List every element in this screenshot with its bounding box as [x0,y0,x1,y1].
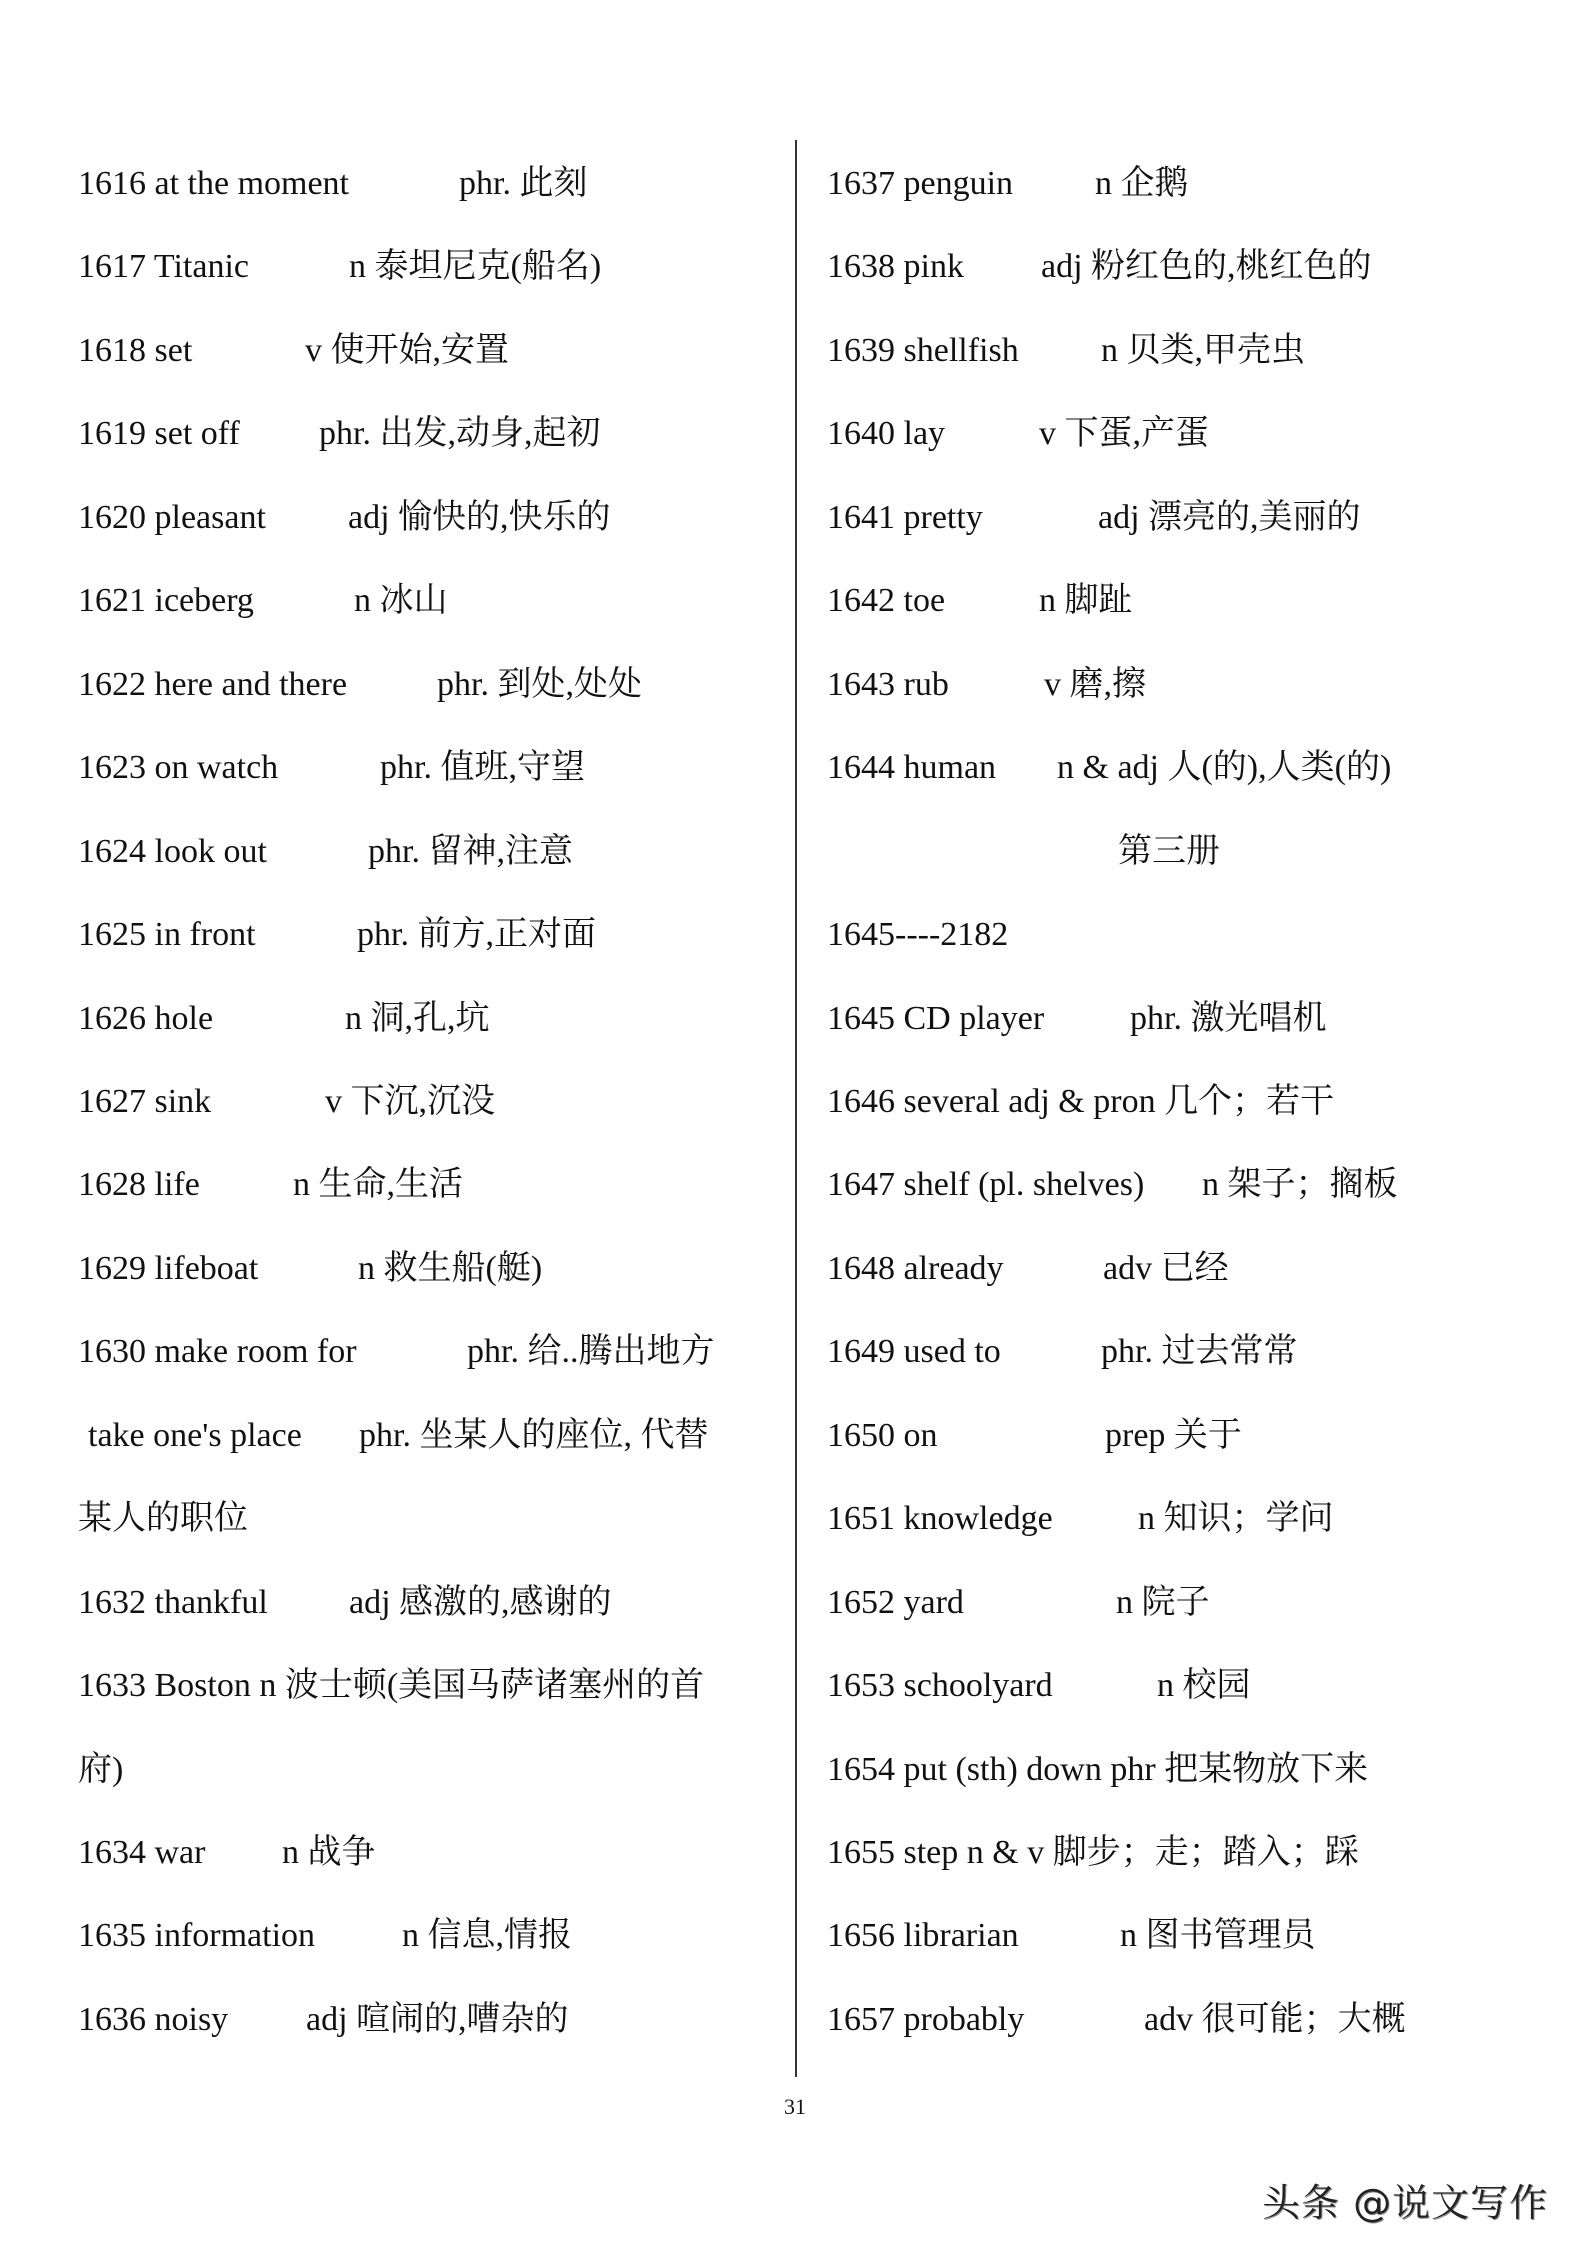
entry-definition: phr. 此刻 [459,165,588,202]
entry-term: 1645 CD player [827,999,1045,1037]
entry-term: 1625 in front [78,916,256,954]
entry-term: 1636 noisy [78,2000,229,2038]
entry-definition: n 泰坦尼克(船名) [349,248,602,286]
entry-definition: adv 很可能；大概 [1144,2000,1406,2038]
entry-definition: v 下沉,沉没 [325,1082,495,1120]
entry-definition: phr. 给..腾出地方 [467,1333,715,1371]
entry-definition: n 战争 [282,1834,376,1871]
entry-definition: n 图书管理员 [1120,1917,1316,1955]
entry-term: 1646 several adj & pron 几个；若干 [827,1082,1335,1120]
entry-term: 1617 Titanic [78,248,249,286]
entry-term: 1622 here and there [78,665,348,703]
entry-definition: n 贝类,甲壳虫 [1101,331,1305,369]
entry-definition: n 知识；学问 [1138,1500,1334,1538]
entry-term: 1626 hole [78,999,214,1037]
entry-definition: adj 漂亮的,美丽的 [1098,498,1361,536]
entry-term: 1648 already [827,1249,1004,1287]
entry-term: 1639 shellfish [827,331,1019,369]
entry-term: 1640 lay [827,415,946,453]
entry-definition: adj 感激的,感谢的 [349,1583,612,1621]
entry-term: 1649 used to [827,1333,1001,1371]
entry-definition: n 脚趾 [1039,582,1133,620]
entry-term: 1657 probably [827,2000,1025,2038]
entry-term: 1624 look out [78,832,267,870]
entry-definition: v 使开始,安置 [305,331,509,369]
entry-definition: phr. 前方,正对面 [357,916,596,954]
entry-definition: n 信息,情报 [402,1917,572,1955]
entry-term: 1650 on [827,1416,938,1454]
entry-term: 1632 thankful [78,1583,268,1621]
entry-definition: adj 愉快的,快乐的 [348,498,611,536]
entry-term: 1618 set [78,331,193,369]
entry-term: take one's place [88,1416,302,1454]
entry-term: 1627 sink [78,1082,212,1120]
entry-term: 1654 put (sth) down phr 把某物放下来 [827,1750,1369,1788]
entry-definition: phr. 留神,注意 [368,832,573,870]
entry-definition: n 洞,孔,坑 [345,999,490,1037]
entry-term: 1633 Boston n 波士顿(美国马萨诸塞州的首 [78,1667,705,1705]
entry-term: 1641 pretty [827,498,983,536]
entry-term: 1630 make room for [78,1333,357,1371]
entry-definition: n 校园 [1157,1667,1251,1705]
entry-definition: adj 喧闹的,嘈杂的 [306,2000,569,2038]
entry-term: 府) [78,1750,124,1788]
entry-definition: n 冰山 [354,582,448,620]
entry-term: 1620 pleasant [78,498,266,536]
entry-definition: phr. 坐某人的座位, 代替 [359,1416,709,1454]
entry-definition: adj 粉红色的,桃红色的 [1041,248,1372,286]
watermark: 头条 @说文写作 [1262,2181,1549,2225]
entry-term: 1623 on watch [78,749,279,787]
entry-term: 1638 pink [827,248,964,286]
entry-term: 1628 life [78,1166,200,1204]
entry-term: 1637 penguin [827,165,1014,202]
entry-term: 1635 information [78,1917,316,1955]
page-number: 31 [784,2094,806,2119]
entry-term: 1621 iceberg [78,582,254,620]
entry-term: 1651 knowledge [827,1500,1053,1538]
entry-term: 1629 lifeboat [78,1249,259,1287]
entry-term: 1645----2182 [827,916,1009,954]
entry-term: 1643 rub [827,665,949,703]
entry-definition: n 生命,生活 [293,1166,463,1204]
entry-definition: v 磨,擦 [1044,665,1146,703]
entry-term: 1656 librarian [827,1917,1019,1955]
entry-term: 1616 at the moment [78,165,350,202]
entry-term: 1634 war [78,1834,206,1871]
entry-definition: adv 已经 [1103,1249,1229,1287]
entry-definition: n 救生船(艇) [358,1249,543,1287]
entry-term: 第三册 [1118,832,1220,870]
entry-term: 1619 set off [78,415,240,453]
entry-definition: n 院子 [1116,1583,1210,1621]
entry-definition: phr. 值班,守望 [380,749,585,787]
entry-term: 1647 shelf (pl. shelves) [827,1166,1145,1204]
entry-definition: phr. 出发,动身,起初 [319,415,601,453]
entry-definition: prep 关于 [1105,1416,1242,1454]
entry-definition: phr. 到处,处处 [437,665,642,703]
column-divider [795,140,797,2077]
entry-definition: phr. 过去常常 [1101,1333,1298,1371]
entry-term: 1653 schoolyard [827,1667,1053,1705]
entry-term: 1642 toe [827,582,946,620]
entry-term: 1652 yard [827,1583,964,1621]
entry-definition: v 下蛋,产蛋 [1039,415,1209,453]
entry-definition: n & adj 人(的),人类(的) [1057,749,1392,787]
entry-term: 1644 human [827,749,997,787]
entry-definition: phr. 激光唱机 [1130,999,1327,1037]
entry-term: 1655 step n & v 脚步；走；踏入；踩 [827,1834,1359,1871]
entry-term: 某人的职位 [78,1500,248,1538]
entry-definition: n 企鹅 [1095,165,1189,202]
entry-definition: n 架子；搁板 [1202,1166,1398,1204]
